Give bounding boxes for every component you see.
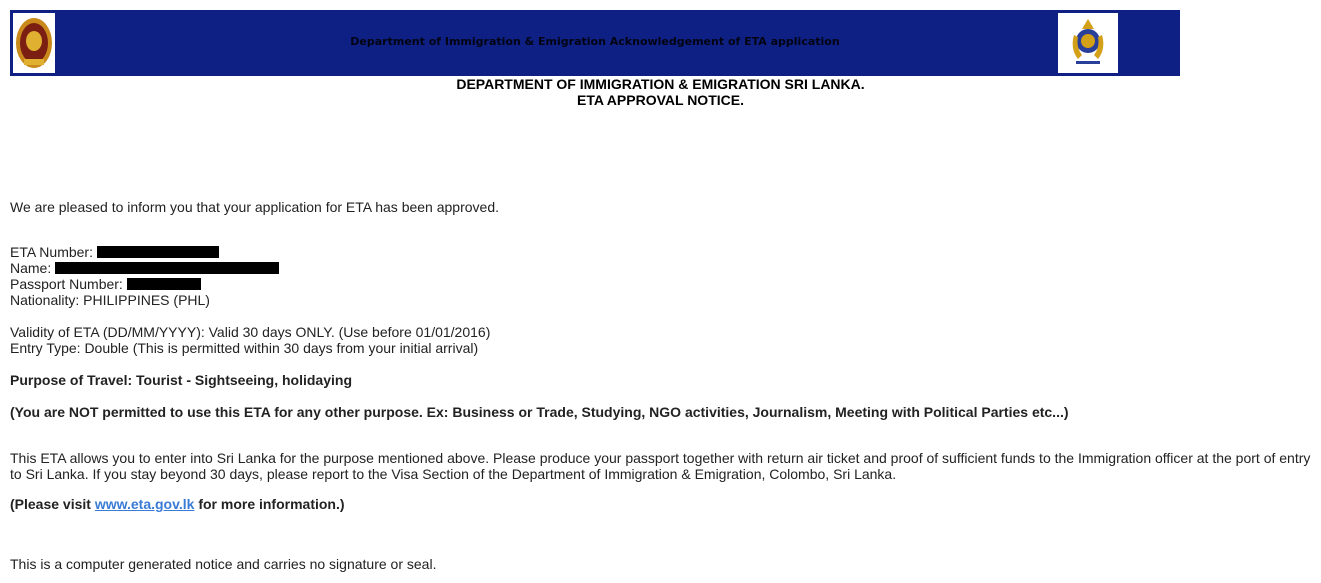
approval-intro: We are pleased to inform you that your application for ETA has been approved. xyxy=(10,199,499,215)
passport-row xyxy=(10,276,201,292)
eta-number-redacted xyxy=(97,246,219,258)
name-label: Name: xyxy=(10,260,52,276)
entry-instructions: This ETA allows you to enter into Sri Lanka for the purpose mentioned above. Please produce your passport together with return air ticket and proof of sufficient funds to the Immigration officer at the port of entry to Sri Lanka. If you stay beyond 30 days, please report to the Visa Section of the Department of Immigration & Emigration, Colombo, Sri Lanka. xyxy=(10,450,1311,482)
purpose-of-travel: Purpose of Travel: Tourist - Sightseeing, holidaying xyxy=(10,372,353,388)
visit-suffix: for more information.) xyxy=(198,496,345,512)
nationality-value: PHILIPPINES (PHL) xyxy=(83,292,210,308)
visit-prefix: (Please visit xyxy=(10,496,91,512)
passport-redacted xyxy=(127,278,201,290)
eta-website-link[interactable]: www.eta.gov.lk xyxy=(94,496,195,512)
eta-number-row xyxy=(10,244,219,260)
validity-line: Validity of ETA (DD/MM/YYYY): Valid 30 days ONLY. (Use before 01/01/2016) xyxy=(10,324,491,340)
nationality-label: Nationality: xyxy=(10,292,80,308)
name-redacted xyxy=(55,262,279,274)
banner-title: Department of Immigration & Emigration Acknowledgement of ETA application xyxy=(350,35,840,48)
name-row xyxy=(10,260,279,276)
header-banner xyxy=(10,10,1180,76)
computer-generated-notice: This is a computer generated notice and carries no signature or seal. xyxy=(10,556,437,572)
notice-heading-line2: ETA APPROVAL NOTICE. xyxy=(577,92,744,108)
passport-label: Passport Number: xyxy=(10,276,123,292)
purpose-restriction: (You are NOT permitted to use this ETA for any other purpose. Ex: Business or Trade, Studying, NGO activities, Journalism, Meeting with Political Parties etc...) xyxy=(10,404,1069,420)
nationality-row xyxy=(10,292,210,308)
entry-type-line: Entry Type: Double (This is permitted within 30 days from your initial arrival) xyxy=(10,340,479,356)
notice-heading-line1: DEPARTMENT OF IMMIGRATION & EMIGRATION SRI LANKA. xyxy=(456,76,865,92)
immigration-department-logo-icon xyxy=(1058,13,1118,73)
eta-number-label: ETA Number: xyxy=(10,244,93,260)
visit-website-line xyxy=(10,496,345,512)
